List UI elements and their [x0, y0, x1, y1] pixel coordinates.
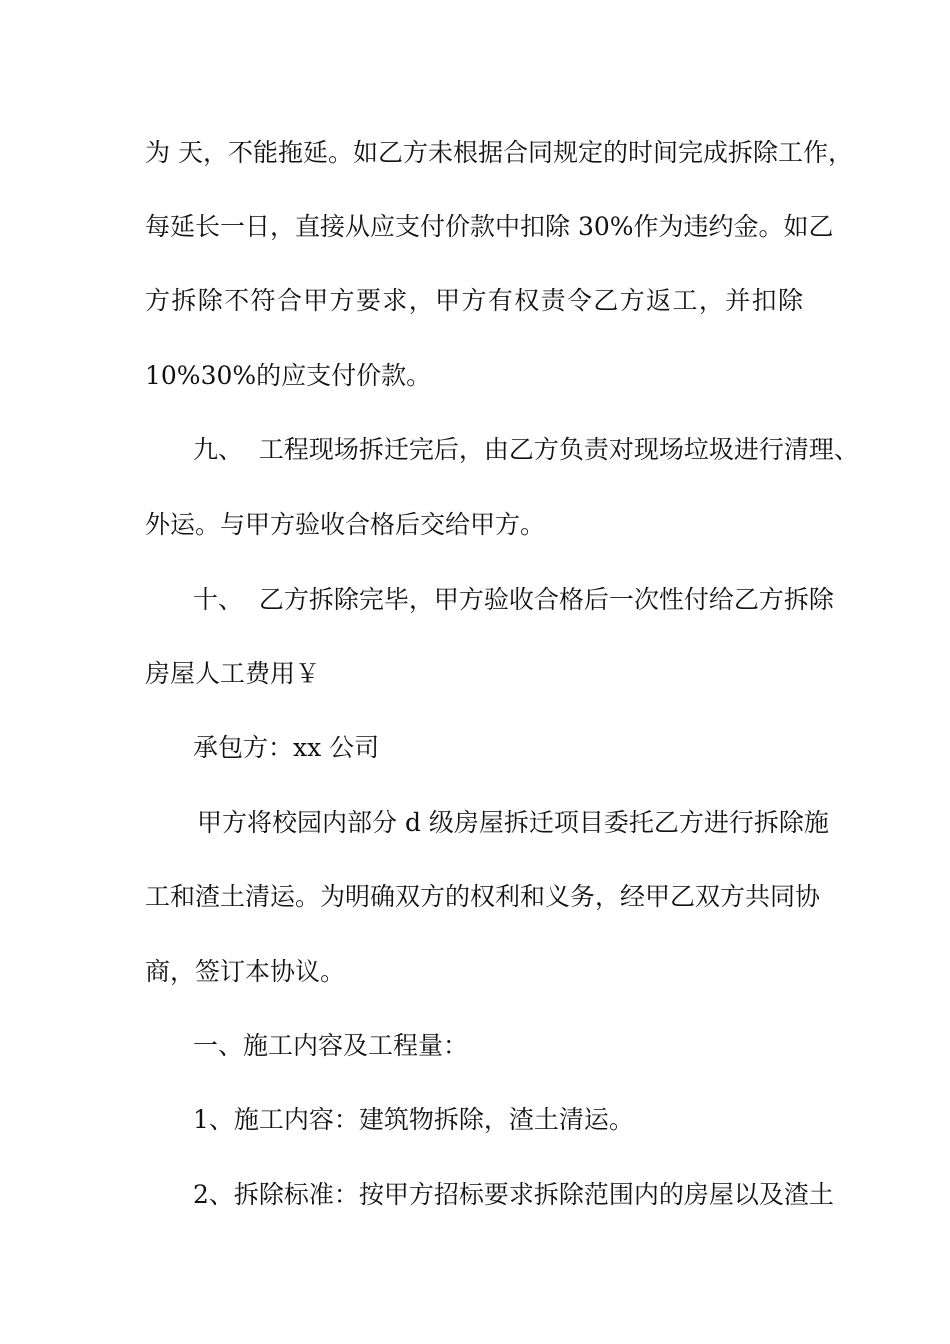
text-line-8: 房屋人工费用￥ — [145, 659, 321, 688]
text-line-12: 商，签订本协议。 — [145, 957, 346, 986]
text-line-13: 一、施工内容及工程量： — [193, 1031, 469, 1060]
text-line-15: 2、拆除标准：按甲方招标要求拆除范围内的房屋以及渣土 — [193, 1180, 834, 1209]
text-line-6: 外运。与甲方验收合格后交给甲方。 — [145, 510, 546, 539]
text-line-1: 为 天，不能拖延。如乙方未根据合同规定的时间完成拆除工作， — [145, 138, 853, 167]
text-line-3: 方拆除不符合甲方要求，甲方有权责令乙方返工，并扣除 — [145, 286, 803, 315]
text-line-2: 每延长一日，直接从应支付价款中扣除 30%作为违约金。如乙 — [145, 212, 834, 241]
text-line-10: 甲方将校园内部分 d 级房屋拆迁项目委托乙方进行拆除施 — [197, 808, 829, 837]
text-line-9: 承包方：xx 公司 — [193, 733, 380, 762]
text-line-14: 1、施工内容：建筑物拆除，渣土清运。 — [193, 1105, 634, 1134]
text-line-5: 九、 工程现场拆迁完后，由乙方负责对现场垃圾进行清理、 — [193, 435, 859, 464]
text-line-11: 工和渣土清运。为明确双方的权利和义务，经甲乙双方共同协 — [145, 882, 821, 911]
text-line-4: 10%30%的应支付价款。 — [145, 361, 432, 390]
text-line-7: 十、 乙方拆除完毕，甲方验收合格后一次性付给乙方拆除 — [193, 585, 834, 614]
